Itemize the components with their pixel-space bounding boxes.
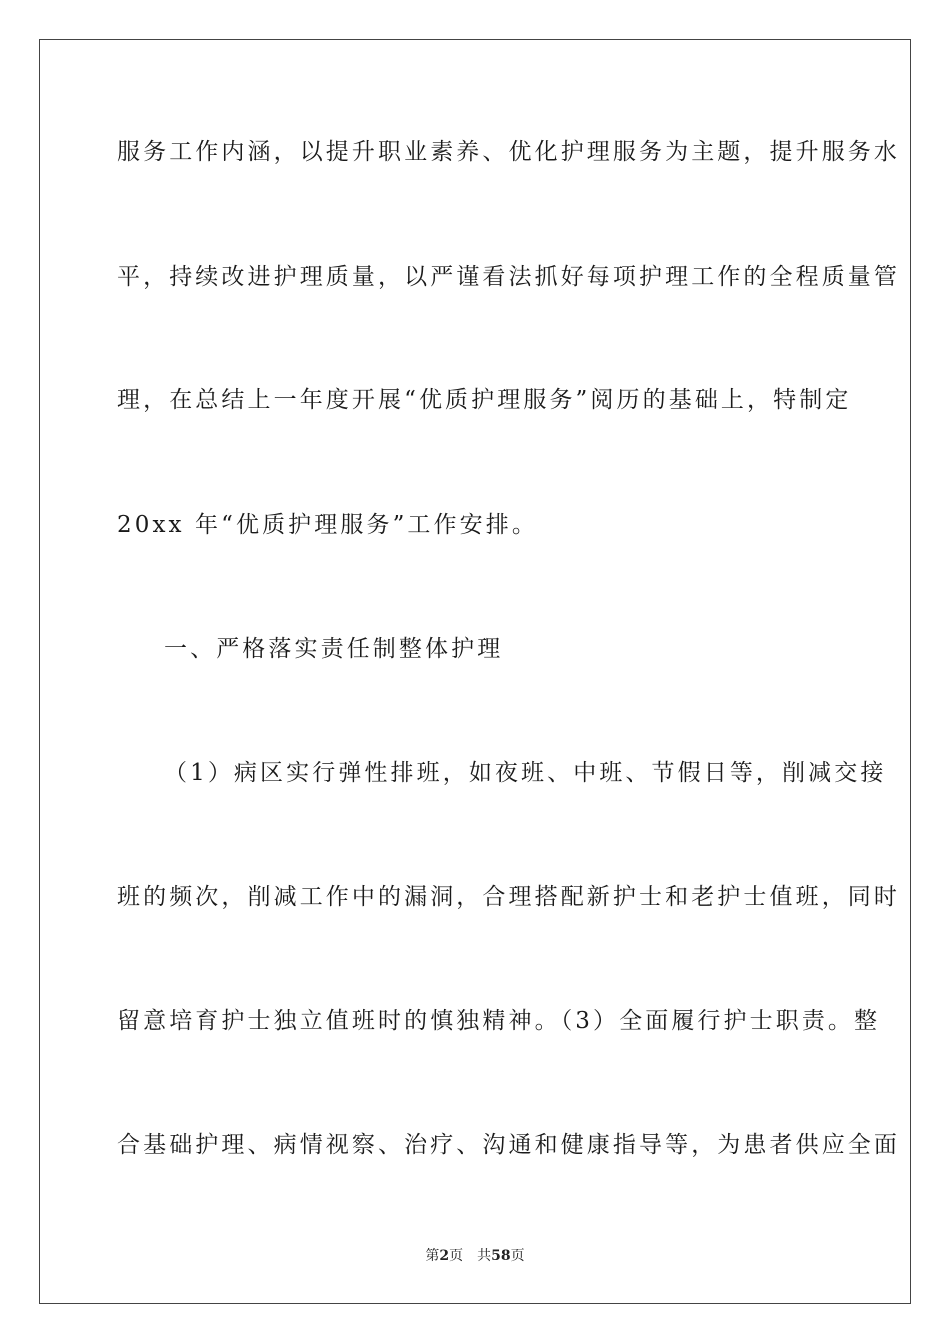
footer-page-number: 2 [439,1248,450,1264]
body-line-1: 服务工作内涵，以提升职业素养、优化护理服务为主题，提升服务水 [117,139,900,165]
footer-total-suffix: 页 [510,1248,525,1264]
body-line-6: （1）病区实行弹性排班，如夜班、中班、节假日等，削减交接 [164,760,887,786]
body-line-2: 平，持续改进护理质量，以严谨看法抓好每项护理工作的全程质量管 [117,264,900,290]
body-line-8: 留意培育护士独立值班时的慎独精神。（3）全面履行护士职责。整 [117,1008,881,1034]
page-footer [0,1247,950,1265]
footer-total-prefix: 共 [477,1248,492,1264]
footer-page-prefix: 第 [425,1248,440,1264]
body-line-7: 班的频次，削减工作中的漏洞，合理搭配新护士和老护士值班，同时 [117,884,900,910]
page-border [39,39,911,1304]
body-line-4: 20xx 年“优质护理服务”工作安排。 [117,512,538,538]
footer-page-suffix: 页 [449,1248,464,1264]
body-line-9: 合基础护理、病情视察、治疗、沟通和健康指导等，为患者供应全面 [117,1132,900,1158]
body-line-3: 理，在总结上一年度开展“优质护理服务”阅历的基础上，特制定 [117,387,852,413]
footer-total-pages: 58 [491,1248,511,1264]
section-heading: 一、严格落实责任制整体护理 [164,636,504,662]
